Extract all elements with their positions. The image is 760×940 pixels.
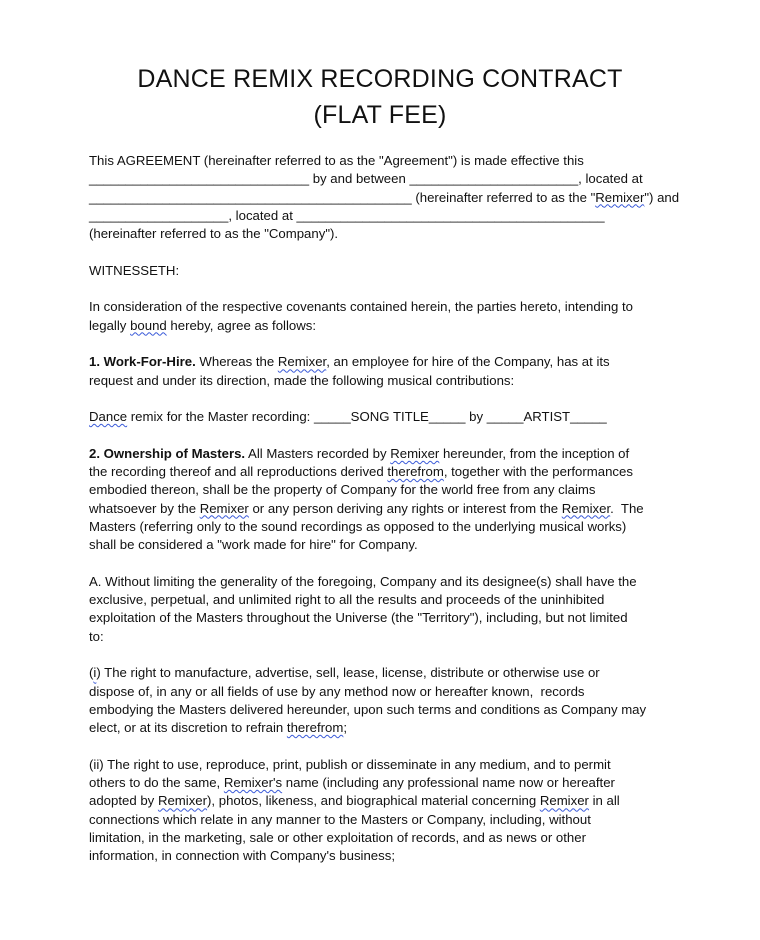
consideration-paragraph	[89, 298, 684, 335]
consideration-line	[89, 317, 684, 335]
item-ii-line	[89, 774, 684, 792]
text-run: (	[89, 665, 94, 681]
item-i-line: embodying the Masters delivered hereunder, upon such terms and conditions as Company may	[89, 701, 647, 717]
section-1-line	[89, 353, 684, 371]
text-run: ;	[343, 720, 348, 736]
paragraph-a-line: A. Without limiting the generality of the foregoing, Company and its designee(s) shall have the	[89, 573, 637, 589]
dance-remix-text	[89, 408, 684, 426]
text-run: , an employee for hire of the Company, has at its	[326, 354, 610, 370]
item-ii-paragraph	[89, 756, 684, 866]
section-2-line	[89, 463, 684, 481]
witnesseth-text: WITNESSETH:	[89, 262, 180, 278]
text-run: ) The right to manufacture, advertise, sell, lease, license, distribute or otherwise use or	[96, 665, 600, 681]
text-run: elect, or at its discretion to refrain	[89, 720, 287, 736]
spellcheck-word: Remixer	[595, 189, 645, 205]
document-title: DANCE REMIX RECORDING CONTRACT	[137, 65, 623, 93]
item-i-line: dispose of, in any or all fields of use by any method now or hereafter known, records	[89, 683, 585, 699]
text-run: , together with the performances	[443, 464, 633, 480]
text-run: others to do the same,	[89, 775, 224, 791]
section-1-line: request and under its direction, made the following musical contributions:	[89, 372, 515, 388]
text-run: ____________________________________________ (hereinafter referred to as the "	[89, 189, 596, 205]
text-run: legally	[89, 317, 131, 333]
document-body	[89, 152, 684, 866]
spellcheck-word: Remixer	[157, 793, 208, 809]
section-2-line	[89, 500, 684, 518]
paragraph-a	[89, 573, 684, 646]
spellcheck-word: Remixer	[277, 354, 327, 370]
paragraph-a-line: to:	[89, 628, 104, 644]
section-2-line: embodied thereon, shall be the property of Company for the world free from any claims	[89, 482, 596, 498]
item-i-line	[89, 664, 684, 682]
text-run: the recording thereof and all reproductions derived	[89, 464, 388, 480]
item-i-paragraph	[89, 664, 684, 737]
item-ii-line	[89, 792, 684, 810]
consideration-line: In consideration of the respective covenants contained herein, the parties hereto, intending to	[89, 299, 633, 315]
witnesseth-heading	[89, 262, 684, 280]
intro-line	[89, 189, 684, 207]
text-run: hereby, agree as follows:	[166, 317, 317, 333]
section-2-heading: 2. Ownership of Masters.	[89, 445, 246, 461]
item-i-line	[89, 719, 684, 737]
text-run: whatsoever by the	[89, 500, 200, 516]
text-run: or any person deriving any rights or interest from the	[248, 500, 562, 516]
text-run: adopted by	[89, 793, 158, 809]
intro-line: (hereinafter referred to as the "Company").	[89, 226, 339, 242]
text-run: name (including any professional name now or hereafter	[282, 775, 615, 791]
intro-paragraph	[89, 152, 684, 243]
spellcheck-word: Remixer	[561, 500, 611, 516]
paragraph-a-line: exclusive, perpetual, and unlimited right to all the results and proceeds of the uninhibited	[89, 592, 605, 608]
intro-line: ___________________, located at __________________________________________	[89, 207, 605, 223]
dance-remix-line	[89, 408, 684, 426]
text-run: hereunder, from the inception of	[439, 445, 630, 461]
text-run: . The	[610, 500, 644, 516]
spellcheck-word: bound	[130, 317, 167, 333]
text-run: ") and	[644, 189, 680, 205]
spellcheck-word: therefrom	[387, 464, 444, 480]
item-ii-line: information, in connection with Company's business;	[89, 848, 395, 864]
text-run: remix for the Master recording: _____SONG TITLE_____ by _____ARTIST_____	[127, 409, 607, 425]
paragraph-a-line: exploitation of the Masters throughout the Universe (the "Territory"), including, but not limited	[89, 610, 628, 626]
item-ii-line: limitation, in the marketing, sale or other exploitation of records, and as news or other	[89, 829, 586, 845]
spellcheck-word: Dance	[89, 409, 128, 425]
section-1-paragraph	[89, 353, 684, 390]
document-subtitle: (FLAT FEE)	[313, 101, 447, 129]
text-run: in all	[588, 793, 620, 809]
spellcheck-word: Remixer's	[223, 775, 283, 791]
section-1-heading: 1. Work-For-Hire.	[89, 354, 196, 370]
spellcheck-word: Remixer	[199, 500, 249, 516]
spellcheck-word: Remixer	[390, 445, 440, 461]
section-2-line: shall be considered a "work made for hire" for Company.	[89, 537, 418, 553]
text-run: Whereas the	[195, 354, 278, 370]
spellcheck-word: therefrom	[286, 720, 344, 736]
section-2-line	[89, 445, 684, 463]
intro-line: ______________________________ by and between _______________________, located at	[89, 171, 643, 187]
text-run: All Masters recorded by	[245, 445, 391, 461]
section-2-paragraph	[89, 445, 684, 555]
spellcheck-word: i	[93, 665, 97, 681]
intro-line: This AGREEMENT (hereinafter referred to as the "Agreement") is made effective this	[89, 153, 584, 168]
text-run: ), photos, likeness, and biographical material concerning	[207, 793, 540, 809]
item-ii-line: connections which relate in any manner to the Masters or Company, including, without	[89, 811, 591, 827]
spellcheck-word: Remixer	[539, 793, 589, 809]
item-ii-line: (ii) The right to use, reproduce, print, publish or disseminate in any medium, and to permit	[89, 756, 611, 772]
section-2-line: Masters (referring only to the sound recordings as opposed to the underlying musical works)	[89, 518, 627, 534]
